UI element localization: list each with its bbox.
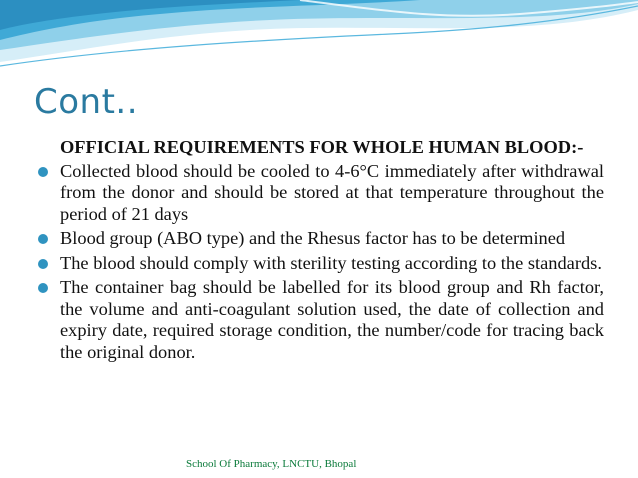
header-wave-decoration <box>0 0 638 80</box>
bullet-icon <box>38 234 48 244</box>
bullet-icon <box>38 259 48 269</box>
list-item <box>38 161 604 226</box>
slide-body <box>38 137 604 366</box>
list-item-text: Blood group (ABO type) and the Rhesus factor has to be determined <box>60 228 566 248</box>
list-item <box>38 277 604 363</box>
slide-title: Cont.. <box>34 82 139 122</box>
list-item-text: The container bag should be labelled for its blood group and Rh factor, the volume and anti-coagulant solution used, the date of collection and expiry date, required storage condition, the number/code for tracing back the original donor. <box>60 277 604 362</box>
list-item-text: The blood should comply with sterility testing according to the standards. <box>60 252 602 273</box>
list-item <box>38 228 604 250</box>
list-item <box>38 253 604 275</box>
slide-footer: School Of Pharmacy, LNCTU, Bhopal <box>186 458 357 470</box>
list-item-text: Collected blood should be cooled to 4-6°C immediately after withdrawal from the donor and should be stored at that temperature throughout the period of 21 days <box>60 160 604 224</box>
bullet-icon <box>38 167 48 177</box>
bullet-list <box>38 161 604 364</box>
section-heading: OFFICIAL REQUIREMENTS FOR WHOLE HUMAN BLOOD:- <box>60 137 584 157</box>
bullet-icon <box>38 283 48 293</box>
